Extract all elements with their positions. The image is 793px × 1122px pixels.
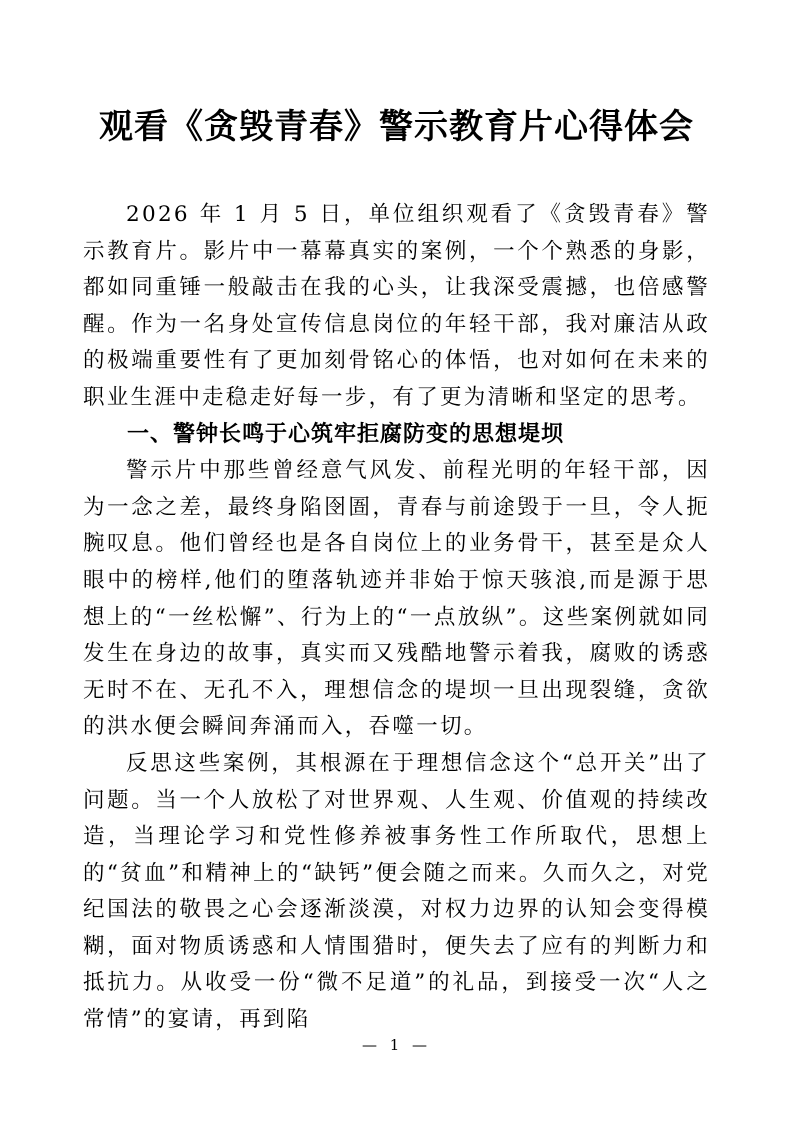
document-body [83, 197, 710, 1039]
paragraph-section1-body1: 警示片中那些曾经意气风发、前程光明的年轻干部，因为一念之差，最终身陷囹圄，青春与前途毁于一旦，令人扼腕叹息。他们曾经也是各自岗位上的业务骨干，甚至是众人眼中的榜样,他们的堕落轨迹并非始于惊天骇浪,而是源于思想上的“一丝松懈”、行为上的“一点放纵”。这些案例就如同发生在身边的故事，真实而又残酷地警示着我，腐败的诱惑无时不在、无孔不入，理想信念的堤坝一旦出现裂缝，贪欲的洪水便会瞬间奔涌而入，吞噬一切。 [83, 458, 710, 740]
page-number: — 1 — [361, 1036, 432, 1054]
section-heading-1: 一、警钟长鸣于心筑牢拒腐防变的思想堤坝 [127, 421, 565, 447]
paragraph-section1-body2: 反思这些案例，其根源在于理想信念这个“总开关”出了问题。当一个人放松了对世界观、人生观、价值观的持续改造，当理论学习和党性修养被事务性工作所取代，思想上的“贫血”和精神上的“缺钙”便会随之而来。久而久之，对党纪国法的敬畏之心会逐渐淡漠，对权力边界的认知会变得模糊，面对物质诱惑和人情围猎时，便失去了应有的判断力和抵抗力。从收受一份“微不足道”的礼品，到接受一次“人之常情”的宴请，再到陷 [83, 750, 710, 1033]
paragraph-intro: 2026 年 1 月 5 日，单位组织观看了《贪毁青春》警示教育片。影片中一幕幕真实的案例，一个个熟悉的身影，都如同重锤一般敲击在我的心头，让我深受震撼，也倍感警醒。作为一名身处宣传信息岗位的年轻干部，我对廉洁从政的极端重要性有了更加刻骨铭心的体悟，也对如何在未来的职业生涯中走稳走好每一步，有了更为清晰和坚定的思考。 [83, 202, 710, 410]
document-title: 观看《贪毁青春》警示教育片心得体会 [99, 107, 694, 147]
